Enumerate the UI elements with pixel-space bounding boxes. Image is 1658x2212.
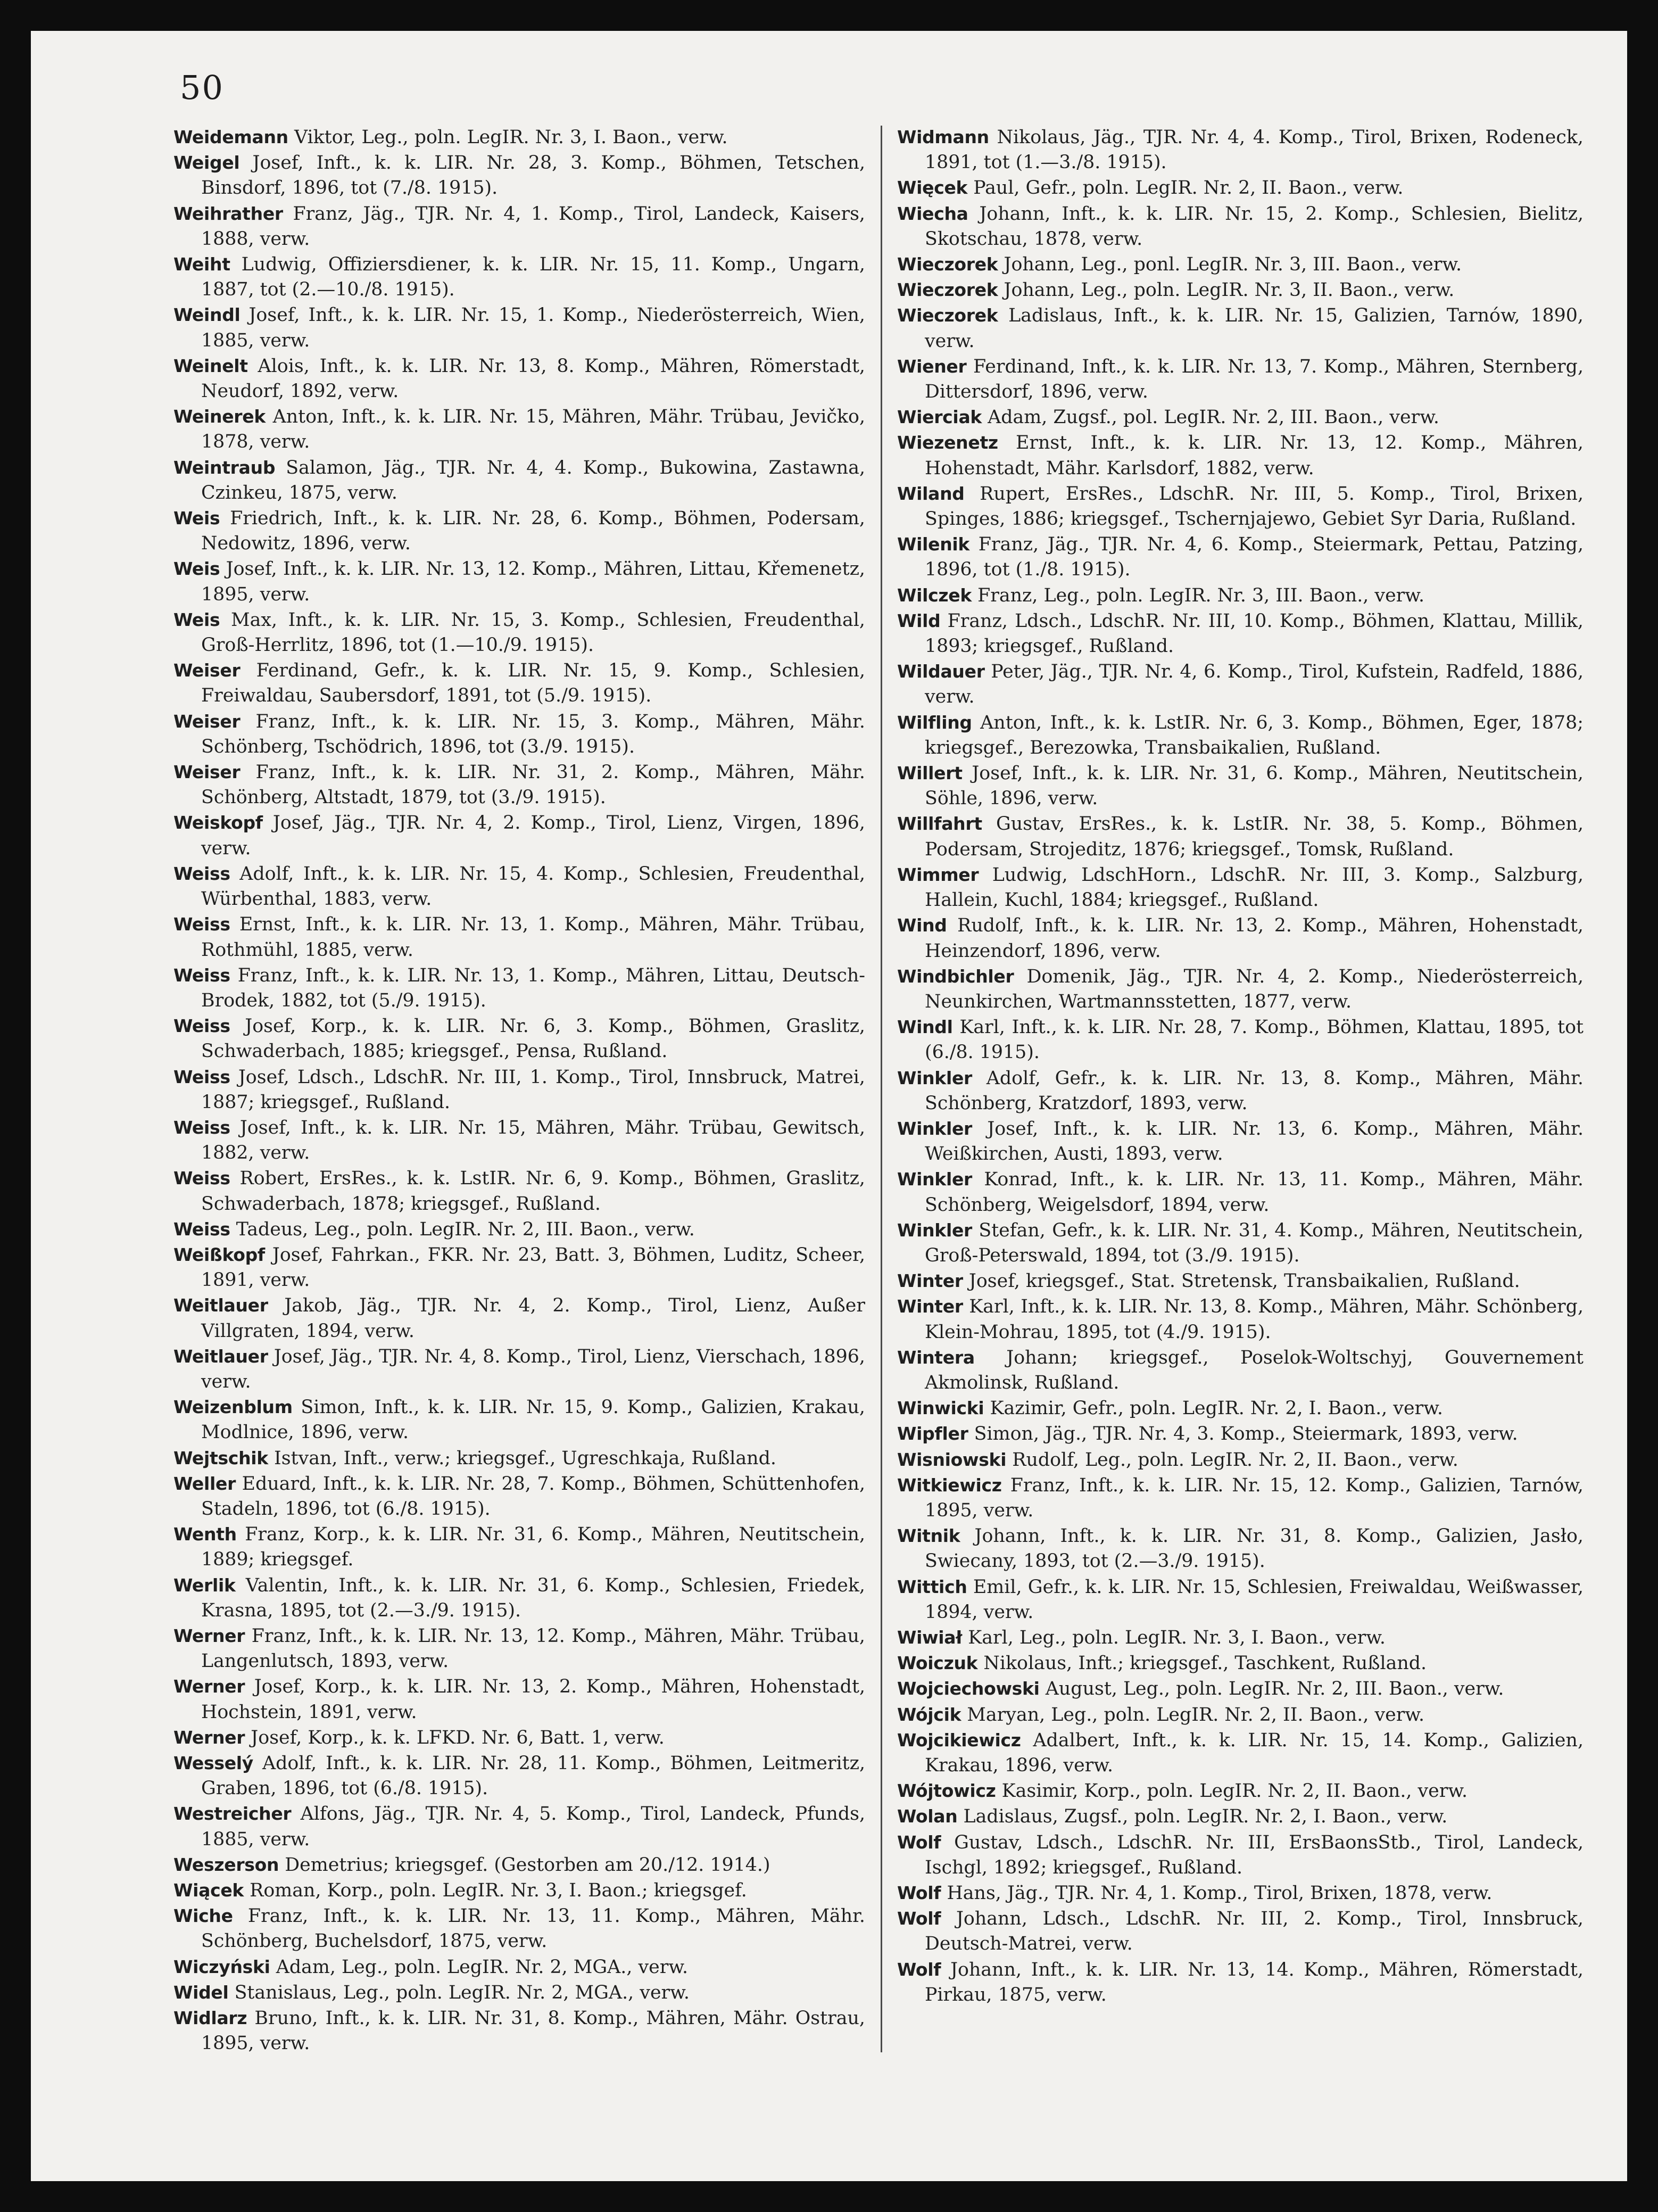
entry-details: Tadeus, Leg., poln. LegIR. Nr. 2, III. Baon., verw. xyxy=(236,1218,695,1240)
entry-surname: Werner xyxy=(173,1625,245,1646)
right-column xyxy=(897,125,1584,2008)
list-item xyxy=(173,1725,865,1751)
entry-surname: Wilczek xyxy=(897,584,972,606)
list-item xyxy=(897,1702,1584,1728)
list-item xyxy=(173,607,865,658)
document-page xyxy=(31,31,1627,2181)
entry-details: Stefan, Gefr., k. k. LIR. Nr. 31, 4. Komp., Mähren, Neutitschein, Groß-Peterswald, 1894, tot (3./9. 1915). xyxy=(925,1219,1584,1266)
entry-details: Josef, Ldsch., LdschR. Nr. III, 1. Komp., Tirol, Innsbruck, Matrei, 1887; kriegsgef., Rußland. xyxy=(201,1066,865,1113)
entry-details: Emil, Gefr., k. k. LIR. Nr. 15, Schlesien, Freiwaldau, Weißwasser, 1894, verw. xyxy=(925,1576,1584,1623)
list-item xyxy=(173,1344,865,1394)
entry-surname: Wejtschik xyxy=(173,1447,268,1468)
list-item xyxy=(897,1804,1584,1829)
list-item xyxy=(173,455,865,506)
list-item xyxy=(897,1447,1584,1473)
list-item xyxy=(173,709,865,760)
entry-details: Ladislaus, Zugsf., poln. LegIR. Nr. 2, I. Baon., verw. xyxy=(963,1806,1448,1828)
entry-surname: Wojcikiewicz xyxy=(897,1729,1021,1751)
list-item xyxy=(173,1852,865,1878)
entry-surname: Weintraub xyxy=(173,457,276,478)
entry-details: Domenik, Jäg., TJR. Nr. 4, 2. Komp., Niederösterreich, Neunkirchen, Wartmannsstetten, 1877, verw. xyxy=(925,965,1584,1012)
entry-details: Adalbert, Inft., k. k. LIR. Nr. 15, 14. Komp., Galizien, Krakau, 1896, verw. xyxy=(925,1729,1584,1776)
entry-details: Adolf, Inft., k. k. LIR. Nr. 28, 11. Komp., Böhmen, Leitmeritz, Graben, 1896, tot (6./8. 1915). xyxy=(201,1753,865,1800)
list-item xyxy=(897,1014,1584,1065)
left-column xyxy=(173,125,865,2056)
entry-details: Gustav, ErsRes., k. k. LstIR. Nr. 38, 5. Komp., Böhmen, Podersam, Strojeditz, 1876; kriegsgef., Tomsk, Rußland. xyxy=(925,813,1584,860)
entry-surname: Wolf xyxy=(897,1883,941,1904)
list-item xyxy=(173,302,865,353)
entry-details: Johann; kriegsgef., Poselok-Woltschyj, Gouvernement Akmolinsk, Rußland. xyxy=(925,1347,1584,1393)
entry-details: Josef, Inft., k. k. LIR. Nr. 13, 12. Komp., Mähren, Littau, Křemenetz, 1895, verw. xyxy=(201,558,865,605)
entry-surname: Witnik xyxy=(897,1525,960,1547)
list-item xyxy=(897,1268,1584,1294)
list-item xyxy=(897,405,1584,430)
list-item xyxy=(897,1625,1584,1650)
entry-details: Ernst, Inft., k. k. LIR. Nr. 13, 1. Komp., Mähren, Mähr. Trübau, Rothmühl, 1885, verw. xyxy=(201,914,865,961)
entry-details: Franz, Korp., k. k. LIR. Nr. 31, 6. Komp., Mähren, Neutitschein, 1889; kriegsgef. xyxy=(201,1524,865,1571)
entry-details: Ludwig, Offiziersdiener, k. k. LIR. Nr. 15, 11. Komp., Ungarn, 1887, tot (2.—10./8. 1915). xyxy=(201,254,865,301)
entry-details: Gustav, Ldsch., LdschR. Nr. III, ErsBaonsStb., Tirol, Landeck, Ischgl, 1892; kriegsgef., Rußland. xyxy=(925,1831,1584,1878)
list-item xyxy=(897,1473,1584,1523)
entry-details: Alfons, Jäg., TJR. Nr. 4, 5. Komp., Tirol, Landeck, Pfunds, 1885, verw. xyxy=(201,1803,866,1850)
list-item xyxy=(173,2005,865,2056)
list-item xyxy=(897,481,1584,532)
entry-details: Johann, Ldsch., LdschR. Nr. III, 2. Komp., Tirol, Innsbruck, Deutsch-Matrei, verw. xyxy=(925,1908,1584,1955)
list-item xyxy=(897,608,1584,659)
entry-details: Adam, Zugsf., pol. LegIR. Nr. 2, III. Baon., verw. xyxy=(988,407,1439,428)
list-item xyxy=(897,125,1584,175)
entry-surname: Wolf xyxy=(897,1908,941,1929)
list-item xyxy=(173,658,865,708)
entry-details: Bruno, Inft., k. k. LIR. Nr. 31, 8. Komp., Mähren, Mähr. Ostrau, 1895, verw. xyxy=(201,2008,865,2054)
list-item xyxy=(173,1064,865,1115)
list-item xyxy=(173,1115,865,1166)
list-item xyxy=(173,1674,865,1724)
entry-surname: Weller xyxy=(173,1473,236,1494)
list-item xyxy=(173,404,865,455)
entry-surname: Wojciechowski xyxy=(897,1678,1040,1699)
list-item xyxy=(897,583,1584,608)
list-item xyxy=(173,1013,865,1064)
list-item xyxy=(897,354,1584,405)
list-item xyxy=(173,912,865,962)
list-item xyxy=(173,1394,865,1445)
list-item xyxy=(897,175,1584,201)
entry-surname: Wipfler xyxy=(897,1423,968,1445)
entry-surname: Weißkopf xyxy=(173,1244,265,1265)
entry-surname: Weiss xyxy=(173,1016,230,1037)
entry-surname: Weigel xyxy=(173,152,240,174)
entry-surname: Winter xyxy=(897,1296,963,1317)
entry-details: Josef, Fahrkan., FKR. Nr. 23, Batt. 3, Böhmen, Luditz, Scheer, 1891, verw. xyxy=(201,1244,865,1291)
list-item xyxy=(897,1066,1584,1116)
entry-details: Adolf, Gefr., k. k. LIR. Nr. 13, 8. Komp., Mähren, Mähr. Schönberg, Kratzdorf, 1893, verw. xyxy=(925,1067,1584,1114)
entry-surname: Wenth xyxy=(173,1524,237,1545)
entry-details: Anton, Inft., k. k. LIR. Nr. 15, Mähren, Mähr. Trübau, Jevičko, 1878, verw. xyxy=(201,406,866,453)
entry-surname: Weiss xyxy=(173,1117,230,1138)
entry-surname: Weidemann xyxy=(173,127,288,147)
list-item xyxy=(897,710,1584,761)
list-item xyxy=(897,1830,1584,1880)
entry-details: Eduard, Inft., k. k. LIR. Nr. 28, 7. Komp., Böhmen, Schüttenhofen, Stadeln, 1896, tot (6./8. 1915). xyxy=(201,1473,866,1520)
entry-surname: Wolf xyxy=(897,1831,941,1853)
entry-surname: Wind xyxy=(897,915,947,936)
list-item xyxy=(897,1574,1584,1625)
entry-surname: Weitlauer xyxy=(173,1346,268,1367)
entry-surname: Weiss xyxy=(173,1168,230,1189)
entry-surname: Windbichler xyxy=(897,965,1014,987)
entry-surname: Westreicher xyxy=(173,1803,292,1825)
list-item xyxy=(173,1166,865,1216)
list-item xyxy=(173,1980,865,2005)
entry-details: Salamon, Jäg., TJR. Nr. 4, 4. Komp., Bukowina, Zastawna, Czinkeu, 1875, verw. xyxy=(201,457,865,504)
entry-details: Josef, Korp., k. k. LIR. Nr. 6, 3. Komp., Böhmen, Graslitz, Schwaderbach, 1885; kriegsgef., Pensa, Rußland. xyxy=(201,1016,865,1062)
list-item xyxy=(897,862,1584,913)
entry-details: Josef, Jäg., TJR. Nr. 4, 8. Komp., Tirol, Lienz, Vierschach, 1896, verw. xyxy=(201,1346,865,1392)
page-number: 50 xyxy=(180,68,224,107)
entry-surname: Winwicki xyxy=(897,1398,984,1419)
entry-details: Franz, Inft., k. k. LIR. Nr. 13, 12. Komp., Mähren, Mähr. Trübau, Langenlutsch, 1893, verw. xyxy=(201,1625,865,1672)
list-item xyxy=(173,1623,865,1674)
entry-surname: Wolf xyxy=(897,1959,941,1980)
entry-surname: Weiht xyxy=(173,254,230,275)
entry-surname: Weszerson xyxy=(173,1854,279,1875)
list-item xyxy=(897,1880,1584,1906)
list-item xyxy=(173,1217,865,1242)
entry-surname: Weiss xyxy=(173,914,230,935)
entry-surname: Weindl xyxy=(173,304,241,326)
entry-details: Demetrius; kriegsgef. (Gestorben am 20./12. 1914.) xyxy=(285,1854,770,1876)
entry-details: Franz, Ldsch., LdschR. Nr. III, 10. Komp., Böhmen, Klattau, Millik, 1893; kriegsgef., Rußland. xyxy=(925,610,1584,657)
entry-details: Ferdinand, Inft., k. k. LIR. Nr. 13, 7. Komp., Mähren, Sternberg, Dittersdorf, 1896, verw. xyxy=(925,356,1584,403)
entry-surname: Widlarz xyxy=(173,2008,247,2029)
entry-details: Peter, Jäg., TJR. Nr. 4, 6. Komp., Tirol, Kufstein, Radfeld, 1886, verw. xyxy=(925,661,1584,708)
entry-surname: Wieczorek xyxy=(897,279,998,301)
entry-details: Kazimir, Gefr., poln. LegIR. Nr. 2, I. Baon., verw. xyxy=(990,1398,1443,1419)
list-item xyxy=(173,1954,865,1980)
entry-surname: Willfahrt xyxy=(897,813,982,835)
entry-details: Franz, Inft., k. k. LIR. Nr. 13, 1. Komp., Mähren, Littau, Deutsch-Brodek, 1882, tot (5./9. 1915). xyxy=(201,964,866,1011)
list-item xyxy=(173,1242,865,1293)
entry-surname: Wieczorek xyxy=(897,254,998,275)
entry-details: Josef, Korp., k. k. LIR. Nr. 13, 2. Komp., Mähren, Hohenstadt, Hochstein, 1891, verw. xyxy=(201,1676,865,1723)
entry-details: Rudolf, Leg., poln. LegIR. Nr. 2, II. Baon., verw. xyxy=(1012,1449,1458,1471)
entry-details: Ladislaus, Inft., k. k. LIR. Nr. 15, Galizien, Tarnów, 1890, verw. xyxy=(925,305,1584,352)
entry-surname: Wiecha xyxy=(897,203,968,224)
entry-surname: Weis xyxy=(173,558,220,580)
entry-details: Friedrich, Inft., k. k. LIR. Nr. 28, 6. Komp., Böhmen, Podersam, Nedowitz, 1896, verw. xyxy=(201,508,865,555)
entry-surname: Wiche xyxy=(173,1905,233,1927)
entry-details: Josef, Inft., k. k. LIR. Nr. 13, 6. Komp., Mähren, Mähr. Weißkirchen, Austi, 1893, verw. xyxy=(925,1118,1584,1165)
entry-details: Paul, Gefr., poln. LegIR. Nr. 2, II. Baon., verw. xyxy=(973,177,1404,199)
entry-surname: Winkler xyxy=(897,1067,973,1088)
entry-surname: Weitlauer xyxy=(173,1295,268,1316)
entry-surname: Wiezenetz xyxy=(897,432,998,453)
list-item xyxy=(897,1676,1584,1702)
entry-surname: Wittich xyxy=(897,1576,967,1597)
entry-surname: Witkiewicz xyxy=(897,1474,1002,1496)
entry-details: Ludwig, LdschHorn., LdschR. Nr. III, 3. Komp., Salzburg, Hallein, Kuchl, 1884; kriegsgef., Rußland. xyxy=(925,864,1584,911)
entry-details: Maryan, Leg., poln. LegIR. Nr. 2, II. Baon., verw. xyxy=(967,1704,1425,1726)
list-item xyxy=(173,353,865,404)
entry-surname: Windl xyxy=(897,1017,953,1038)
list-item xyxy=(897,1523,1584,1574)
entry-surname: Więcek xyxy=(897,177,968,199)
entry-surname: Wilenik xyxy=(897,534,970,555)
entry-surname: Wiener xyxy=(897,356,967,377)
entry-surname: Woiczuk xyxy=(897,1653,978,1674)
entry-details: Nikolaus, Inft.; kriegsgef., Taschkent, Rußland. xyxy=(983,1653,1427,1674)
entry-surname: Weiskopf xyxy=(173,812,263,833)
entry-surname: Weihrather xyxy=(173,203,283,224)
list-item xyxy=(173,963,865,1013)
list-item xyxy=(173,150,865,201)
list-item xyxy=(897,1345,1584,1396)
entry-surname: Weinelt xyxy=(173,355,248,376)
entry-details: Rudolf, Inft., k. k. LIR. Nr. 13, 2. Komp., Mähren, Hohenstadt, Heinzendorf, 1896, verw. xyxy=(925,915,1584,962)
list-item xyxy=(897,303,1584,353)
entry-surname: Wiwiał xyxy=(897,1627,963,1648)
entry-details: Stanislaus, Leg., poln. LegIR. Nr. 2, MGA., verw. xyxy=(234,1982,690,2003)
entry-surname: Wildauer xyxy=(897,661,985,682)
list-item xyxy=(173,556,865,607)
list-item xyxy=(173,125,865,150)
entry-surname: Wiland xyxy=(897,483,965,504)
list-item xyxy=(897,761,1584,811)
entry-surname: Wójcik xyxy=(897,1704,961,1725)
entry-surname: Wójtowicz xyxy=(897,1780,996,1802)
entry-details: Josef, Inft., k. k. LIR. Nr. 15, Mähren, Mähr. Trübau, Gewitsch, 1882, verw. xyxy=(201,1117,866,1164)
list-item xyxy=(897,430,1584,481)
entry-details: Karl, Leg., poln. LegIR. Nr. 3, I. Baon., verw. xyxy=(968,1627,1386,1648)
list-item xyxy=(173,861,865,912)
list-item xyxy=(897,1728,1584,1778)
entry-surname: Weiser xyxy=(173,711,241,732)
entry-surname: Werner xyxy=(173,1727,245,1748)
entry-details: Karl, Inft., k. k. LIR. Nr. 13, 8. Komp., Mähren, Mähr. Schönberg, Klein-Mohrau, 1895, tot (4./9. 1915). xyxy=(925,1296,1584,1343)
entry-surname: Wiczyński xyxy=(173,1956,270,1977)
entry-details: Josef, Inft., k. k. LIR. Nr. 31, 6. Komp., Mähren, Neutitschein, Söhle, 1896, verw. xyxy=(925,763,1584,810)
entry-surname: Wisniowski xyxy=(897,1449,1007,1470)
list-item xyxy=(897,1906,1584,1957)
entry-surname: Weiss xyxy=(173,964,230,986)
list-item xyxy=(897,1421,1584,1447)
list-item xyxy=(173,1878,865,1903)
entry-surname: Wesselý xyxy=(173,1753,253,1773)
entry-surname: Wieczorek xyxy=(897,305,998,326)
entry-details: Josef, Inft., k. k. LIR. Nr. 15, 1. Komp., Niederösterreich, Wien, 1885, verw. xyxy=(201,304,865,351)
entry-details: Hans, Jäg., TJR. Nr. 4, 1. Komp., Tirol, Brixen, 1878, verw. xyxy=(947,1883,1493,1904)
entry-surname: Weiser xyxy=(173,660,241,681)
list-item xyxy=(173,760,865,810)
list-item xyxy=(897,1650,1584,1676)
entry-surname: Winter xyxy=(897,1270,963,1292)
list-item xyxy=(173,1751,865,1801)
entry-details: Ernst, Inft., k. k. LIR. Nr. 13, 12. Komp., Mähren, Hohenstadt, Mähr. Karlsdorf, 1882, verw. xyxy=(925,432,1584,479)
entry-details: Robert, ErsRes., k. k. LstIR. Nr. 6, 9. Komp., Böhmen, Graslitz, Schwaderbach, 1878; kriegsgef., Rußland. xyxy=(201,1168,865,1215)
list-item xyxy=(897,1218,1584,1268)
entry-surname: Werner xyxy=(173,1676,245,1697)
list-item xyxy=(897,201,1584,252)
list-item xyxy=(897,1167,1584,1217)
list-item xyxy=(897,964,1584,1014)
entry-details: Josef, Korp., k. k. LFKD. Nr. 6, Batt. 1, verw. xyxy=(251,1727,665,1748)
entry-surname: Weis xyxy=(173,609,220,630)
entry-surname: Weinerek xyxy=(173,406,266,427)
list-item xyxy=(897,1957,1584,2008)
entry-details: Johann, Inft., k. k. LIR. Nr. 31, 8. Komp., Galizien, Jasło, Swiecany, 1893, tot (2.—3./9. 1915). xyxy=(925,1525,1584,1572)
list-item xyxy=(897,252,1584,277)
list-item xyxy=(897,1294,1584,1344)
entry-details: Franz, Inft., k. k. LIR. Nr. 31, 2. Komp., Mähren, Mähr. Schönberg, Altstadt, 1879, tot (3./9. 1915). xyxy=(201,762,865,808)
entry-details: Johann, Leg., ponl. LegIR. Nr. 3, III. Baon., verw. xyxy=(1004,254,1462,276)
entry-surname: Widmann xyxy=(897,127,989,147)
entry-details: Anton, Inft., k. k. LstIR. Nr. 6, 3. Komp., Böhmen, Eger, 1878; kriegsgef., Berezowka, Transbaikalien, Rußland. xyxy=(925,712,1584,758)
entry-surname: Wintera xyxy=(897,1347,975,1368)
entry-surname: Wolan xyxy=(897,1806,958,1827)
entry-surname: Wild xyxy=(897,610,941,631)
list-item xyxy=(173,1903,865,1954)
entry-details: Jakob, Jäg., TJR. Nr. 4, 2. Komp., Tirol, Lienz, Außer Villgraten, 1894, verw. xyxy=(201,1295,865,1342)
entry-surname: Winkler xyxy=(897,1118,973,1139)
list-item xyxy=(173,1522,865,1572)
list-item xyxy=(173,201,865,252)
entry-details: Simon, Inft., k. k. LIR. Nr. 15, 9. Komp., Galizien, Krakau, Modlnice, 1896, verw. xyxy=(201,1397,865,1443)
list-item xyxy=(173,506,865,556)
entry-surname: Weizenblum xyxy=(173,1397,293,1418)
entry-details: Alois, Inft., k. k. LIR. Nr. 13, 8. Komp., Mähren, Römerstadt, Neudorf, 1892, verw. xyxy=(201,355,865,402)
entry-details: Viktor, Leg., poln. LegIR. Nr. 3, I. Baon., verw. xyxy=(294,127,728,148)
list-item xyxy=(897,1116,1584,1167)
list-item xyxy=(173,1293,865,1343)
entry-details: Simon, Jäg., TJR. Nr. 4, 3. Komp., Steiermark, 1893, verw. xyxy=(974,1423,1518,1445)
entry-details: Johann, Leg., poln. LegIR. Nr. 3, II. Baon., verw. xyxy=(1004,279,1455,301)
column-divider xyxy=(881,126,882,2052)
list-item xyxy=(897,1778,1584,1804)
entry-details: Istvan, Inft., verw.; kriegsgef., Ugreschkaja, Rußland. xyxy=(274,1447,776,1469)
entry-details: Adam, Leg., poln. LegIR. Nr. 2, MGA., verw. xyxy=(276,1956,689,1978)
list-item xyxy=(897,532,1584,582)
list-item xyxy=(173,1573,865,1623)
entry-surname: Wilfling xyxy=(897,712,972,733)
entry-details: August, Leg., poln. LegIR. Nr. 2, III. Baon., verw. xyxy=(1045,1678,1504,1700)
list-item xyxy=(173,1801,865,1852)
entry-details: Karl, Inft., k. k. LIR. Nr. 28, 7. Komp., Böhmen, Klattau, 1895, tot (6./8. 1915). xyxy=(925,1017,1584,1063)
entry-surname: Weis xyxy=(173,508,220,529)
entry-details: Ferdinand, Gefr., k. k. LIR. Nr. 15, 9. Komp., Schlesien, Freiwaldau, Saubersdorf, 1891, tot (5./9. 1915). xyxy=(201,660,866,707)
entry-surname: Widel xyxy=(173,1982,229,2003)
list-item xyxy=(897,811,1584,862)
list-item xyxy=(897,277,1584,303)
entry-surname: Winkler xyxy=(897,1169,973,1190)
entry-details: Franz, Inft., k. k. LIR. Nr. 15, 12. Komp., Galizien, Tarnów, 1895, verw. xyxy=(925,1474,1584,1521)
entry-details: Johann, Inft., k. k. LIR. Nr. 13, 14. Komp., Mähren, Römerstadt, Pirkau, 1875, verw. xyxy=(925,1959,1584,2005)
entry-surname: Weiser xyxy=(173,762,241,783)
entry-details: Josef, kriegsgef., Stat. Stretensk, Transbaikalien, Rußland. xyxy=(968,1270,1520,1292)
entry-details: Max, Inft., k. k. LIR. Nr. 15, 3. Komp., Schlesien, Freudenthal, Groß-Herrlitz, 1896, tot (1.—10./9. 1915). xyxy=(201,609,865,656)
entry-details: Franz, Jäg., TJR. Nr. 4, 6. Komp., Steiermark, Pettau, Patzing, 1896, tot (1./8. 1915). xyxy=(925,534,1584,581)
entry-details: Josef, Inft., k. k. LIR. Nr. 28, 3. Komp., Böhmen, Tetschen, Binsdorf, 1896, tot (7./8. 1915). xyxy=(201,152,866,199)
entry-details: Josef, Jäg., TJR. Nr. 4, 2. Komp., Tirol, Lienz, Virgen, 1896, verw. xyxy=(201,812,865,859)
entry-details: Adolf, Inft., k. k. LIR. Nr. 15, 4. Komp., Schlesien, Freudenthal, Würbenthal, 1883, verw. xyxy=(201,863,866,910)
entry-details: Franz, Inft., k. k. LIR. Nr. 13, 11. Komp., Mähren, Mähr. Schönberg, Buchelsdorf, 1875, verw. xyxy=(201,1905,865,1952)
entry-surname: Winkler xyxy=(897,1219,973,1241)
entry-details: Franz, Jäg., TJR. Nr. 4, 1. Komp., Tirol, Landeck, Kaisers, 1888, verw. xyxy=(201,203,865,250)
entry-surname: Wimmer xyxy=(897,864,979,885)
entry-details: Rupert, ErsRes., LdschR. Nr. III, 5. Komp., Tirol, Brixen, Spinges, 1886; kriegsgef., Tschernjajewo, Gebiet Syr Daria, Rußland. xyxy=(925,483,1584,530)
list-item xyxy=(897,659,1584,709)
list-item xyxy=(897,913,1584,963)
entry-details: Konrad, Inft., k. k. LIR. Nr. 13, 11. Komp., Mähren, Mähr. Schönberg, Weigelsdorf, 1894, verw. xyxy=(925,1169,1584,1216)
list-item xyxy=(173,252,865,302)
list-item xyxy=(897,1396,1584,1421)
entry-surname: Weiss xyxy=(173,863,230,884)
entry-details: Johann, Inft., k. k. LIR. Nr. 15, 2. Komp., Schlesien, Bielitz, Skotschau, 1878, verw. xyxy=(925,203,1584,250)
entry-details: Valentin, Inft., k. k. LIR. Nr. 31, 6. Komp., Schlesien, Friedek, Krasna, 1895, tot (2.—3./9. 1915). xyxy=(201,1574,865,1621)
entry-details: Franz, Inft., k. k. LIR. Nr. 15, 3. Komp., Mähren, Mähr. Schönberg, Tschödrich, 1896, tot (3./9. 1915). xyxy=(201,711,865,757)
entry-surname: Weiss xyxy=(173,1066,230,1087)
entry-surname: Willert xyxy=(897,763,963,784)
list-item xyxy=(173,1446,865,1471)
entry-details: Nikolaus, Jäg., TJR. Nr. 4, 4. Komp., Tirol, Brixen, Rodeneck, 1891, tot (1.—3./8. 1915). xyxy=(925,127,1584,174)
entry-surname: Werlik xyxy=(173,1574,236,1596)
entry-surname: Wiącek xyxy=(173,1880,244,1901)
entry-details: Roman, Korp., poln. LegIR. Nr. 3, I. Baon.; kriegsgef. xyxy=(250,1880,747,1902)
list-item xyxy=(173,810,865,861)
list-item xyxy=(173,1471,865,1522)
entry-details: Kasimir, Korp., poln. LegIR. Nr. 2, II. Baon., verw. xyxy=(1001,1780,1468,1802)
entry-surname: Weiss xyxy=(173,1218,230,1240)
entry-details: Franz, Leg., poln. LegIR. Nr. 3, III. Baon., verw. xyxy=(977,584,1425,606)
entry-surname: Wierciak xyxy=(897,407,982,428)
